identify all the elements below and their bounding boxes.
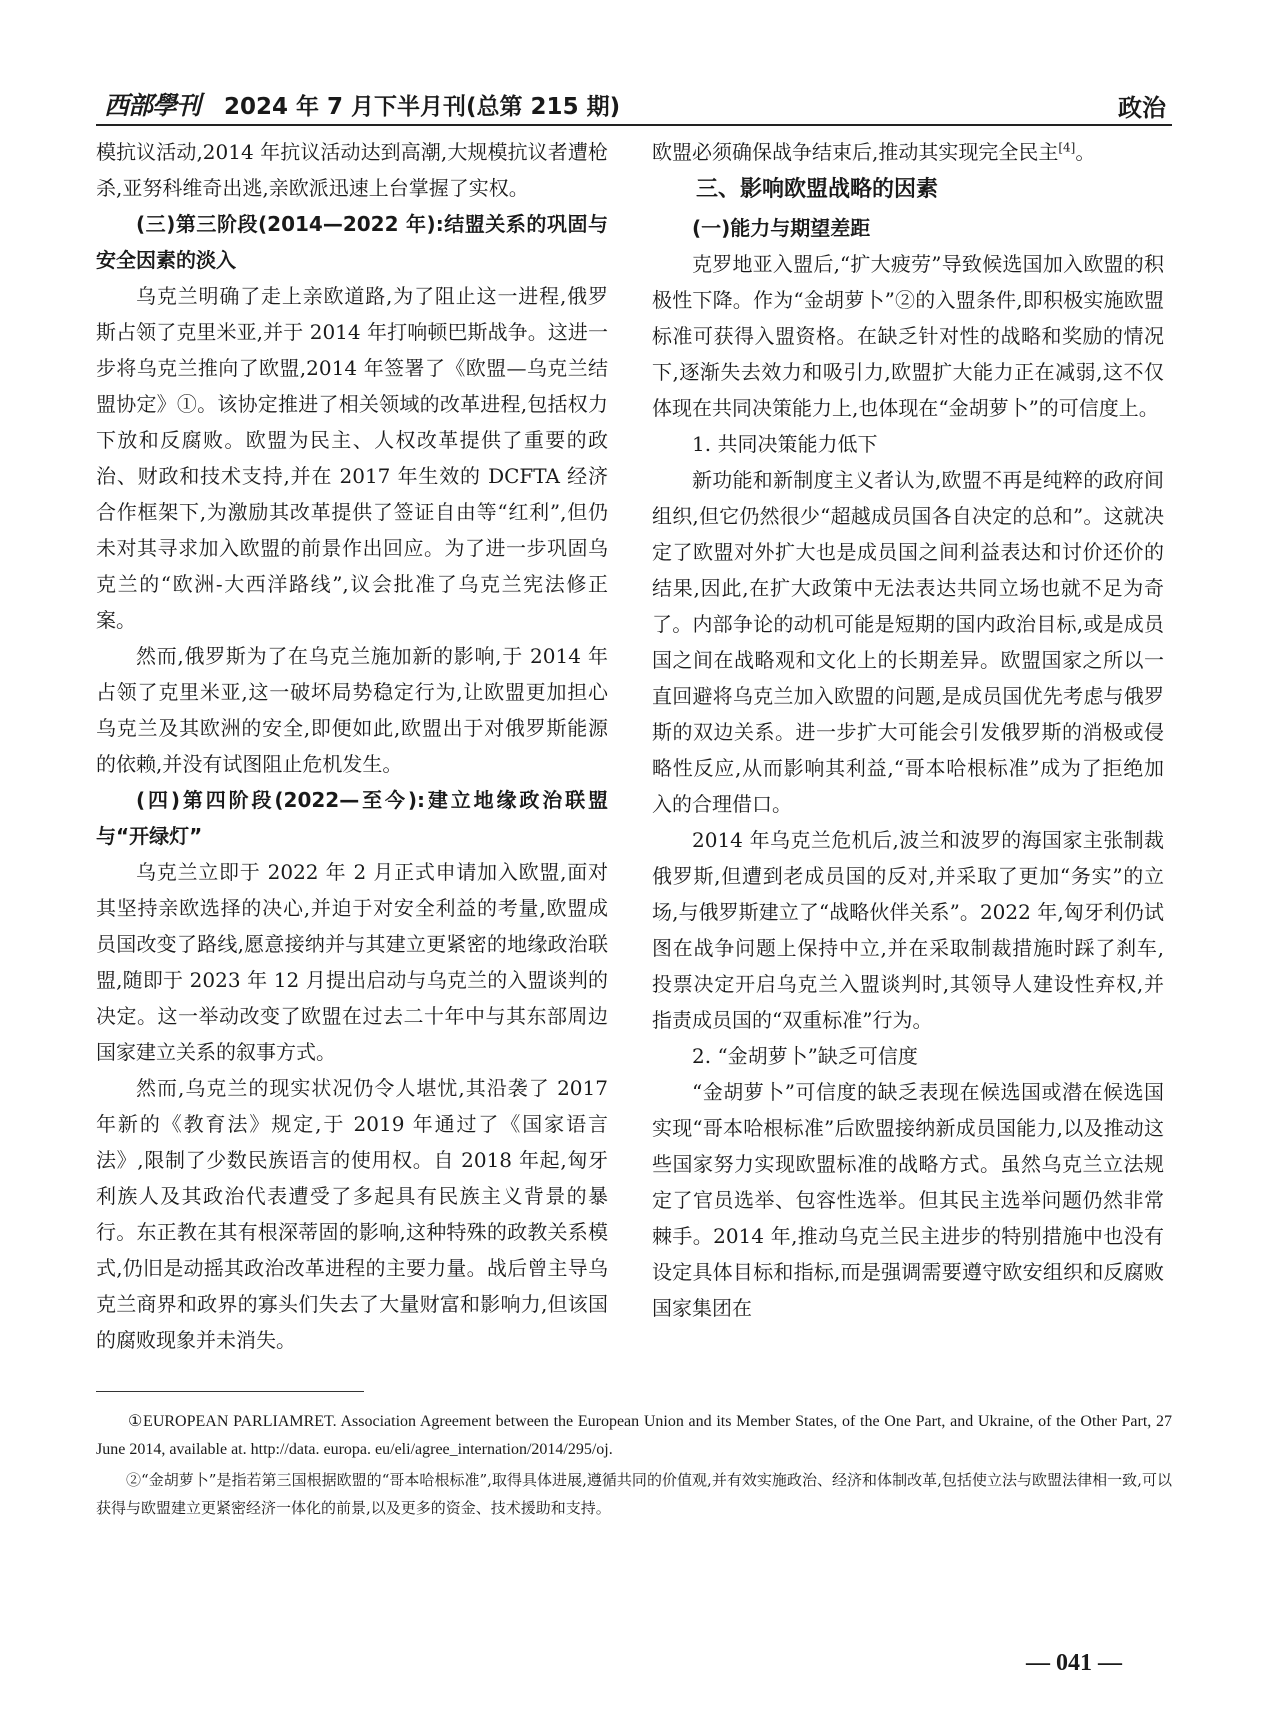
item-heading: 1. 共同决策能力低下 <box>692 432 878 456</box>
paragraph: 乌克兰明确了走上亲欧道路,为了阻止这一进程,俄罗斯占领了克里米亚,并于 2014 年打响顿巴斯战争。这进一步将乌克兰推向了欧盟,2014 年签署了《欧盟—乌克兰结盟协定》①。该协定推进了相关领域的改革进程,包括权力下放和反腐败。欧盟为民主、人权改革提供了重要的政治、财政和技术支持,并在 2017 年生效的 DCFTA 经济合作框架下,为激励其改革提供了签证自由等“红利”,但仍未对其寻求加入欧盟的前景作出回应。为了进一步巩固乌克兰的“欧洲-大西洋路线”,议会批准了乌克兰宪法修正案。 <box>96 284 608 632</box>
footnotes <box>96 1408 1172 1524</box>
right-column <box>652 134 1164 1326</box>
paragraph: 然而,乌克兰的现实状况仍令人堪忧,其沿袭了 2017 年新的《教育法》规定,于 2019 年通过了《国家语言法》,限制了少数民族语言的使用权。自 2018 年起,匈牙利族人及其政治代表遭受了多起具有民族主义背景的暴行。东正教在其有根深蒂固的影响,这种特殊的政教关系模式,仍旧是动摇其政治改革进程的主要力量。战后曾主导乌克兰商界和政界的寡头们失去了大量财富和影响力,但该国的腐败现象并未消失。 <box>96 1076 608 1352</box>
footnote-1: ①EUROPEAN PARLIAMRET. Association Agreement between the European Union and its Member States, of the One Part, and Ukraine, of the Other Part, 27 June 2014, available at. http://data. europa. eu/eli/agree_internation/2014/295/oj. <box>96 1413 1172 1458</box>
left-column <box>96 134 608 1358</box>
paragraph: 新功能和新制度主义者认为,欧盟不再是纯粹的政府间组织,但它仍然很少“超越成员国各自决定的总和”。这就决定了欧盟对外扩大也是成员国之间利益表达和讨价还价的结果,因此,在扩大政策中无法表达共同立场也就不足为奇了。内部争论的动机可能是短期的国内政治目标,或是成员国之间在战略观和文化上的长期差异。欧盟国家之所以一直回避将乌克兰加入欧盟的问题,是成员国优先考虑与俄罗斯的双边关系。进一步扩大可能会引发俄罗斯的消极或侵略性反应,从而影响其利益,“哥本哈根标准”成为了拒绝加入的合理借口。 <box>652 468 1164 816</box>
section-heading-stage4: (四)第四阶段(2022—至今):建立地缘政治联盟与“开绿灯” <box>96 788 608 848</box>
section-heading-stage3: (三)第三阶段(2014—2022 年):结盟关系的巩固与安全因素的淡入 <box>96 212 608 272</box>
header-rule <box>96 124 1172 126</box>
footnote-2: ②“金胡萝卜”是指若第三国根据欧盟的“哥本哈根标准”,取得具体进展,遵循共同的价值观,并有效实施政治、经济和体制改革,包括使立法与欧盟法律相一致,可以获得与欧盟建立更紧密经济一体化的前景,以及更多的资金、技术援助和支持。 <box>96 1471 1172 1517</box>
journal-logo: 西部學刊 <box>104 91 201 120</box>
page-number: — 041 — <box>1026 1650 1122 1676</box>
paragraph: 乌克兰立即于 2022 年 2 月正式申请加入欧盟,面对其坚持亲欧选择的决心,并迫于对安全利益的考量,欧盟成员国改变了路线,愿意接纳并与其建立更紧密的地缘政治联盟,随即于 2023 年 12 月提出启动与乌克兰的入盟谈判的决定。这一举动改变了欧盟在过去二十年中与其东部周边国家建立关系的叙事方式。 <box>96 860 608 1064</box>
section-label: 政治 <box>1118 94 1166 122</box>
paragraph <box>652 134 1164 170</box>
issue-info: 2024 年 7 月下半月刊(总第 215 期) <box>224 94 621 120</box>
footnote-rule <box>96 1391 364 1392</box>
paragraph-text: 欧盟必须确保战争结束后,推动其实现完全民主 <box>652 140 1059 164</box>
citation-ref: [4] <box>1058 140 1076 155</box>
section-heading-factors: 三、影响欧盟战略的因素 <box>696 177 939 202</box>
paragraph: 2014 年乌克兰危机后,波兰和波罗的海国家主张制裁俄罗斯,但遭到老成员国的反对,并采取了更加“务实”的立场,与俄罗斯建立了“战略伙伴关系”。2022 年,匈牙利仍试图在战争问题上保持中立,并在采取制裁措施时踩了刹车,投票决定开启乌克兰入盟谈判时,其领导人建设性弃权,并指责成员国的“双重标准”行为。 <box>652 828 1164 1032</box>
paragraph: “金胡萝卜”可信度的缺乏表现在候选国或潜在候选国实现“哥本哈根标准”后欧盟接纳新成员国能力,以及推动这些国家努力实现欧盟标准的战略方式。虽然乌克兰立法规定了官员选举、包容性选举。但其民主选举问题仍然非常棘手。2014 年,推动乌克兰民主进步的特别措施中也没有设定具体目标和指标,而是强调需要遵守欧安组织和反腐败国家集团在 <box>652 1080 1164 1320</box>
paragraph-end: 。 <box>1075 140 1096 164</box>
paragraph: 模抗议活动,2014 年抗议活动达到高潮,大规模抗议者遭枪杀,亚努科维奇出逃,亲欧派迅速上台掌握了实权。 <box>96 140 608 200</box>
subsection-heading: (一)能力与期望差距 <box>692 216 871 240</box>
paragraph: 然而,俄罗斯为了在乌克兰施加新的影响,于 2014 年占领了克里米亚,这一破坏局势稳定行为,让欧盟更加担心乌克兰及其欧洲的安全,即便如此,欧盟出于对俄罗斯能源的依赖,并没有试图阻止危机发生。 <box>96 644 608 776</box>
running-header <box>96 86 1172 120</box>
item-heading: 2. “金胡萝卜”缺乏可信度 <box>692 1044 918 1068</box>
paragraph: 克罗地亚入盟后,“扩大疲劳”导致候选国加入欧盟的积极性下降。作为“金胡萝卜”②的入盟条件,即积极实施欧盟标准可获得入盟资格。在缺乏针对性的战略和奖励的情况下,逐渐失去效力和吸引力,欧盟扩大能力正在减弱,这不仅体现在共同决策能力上,也体现在“金胡萝卜”的可信度上。 <box>652 252 1164 420</box>
